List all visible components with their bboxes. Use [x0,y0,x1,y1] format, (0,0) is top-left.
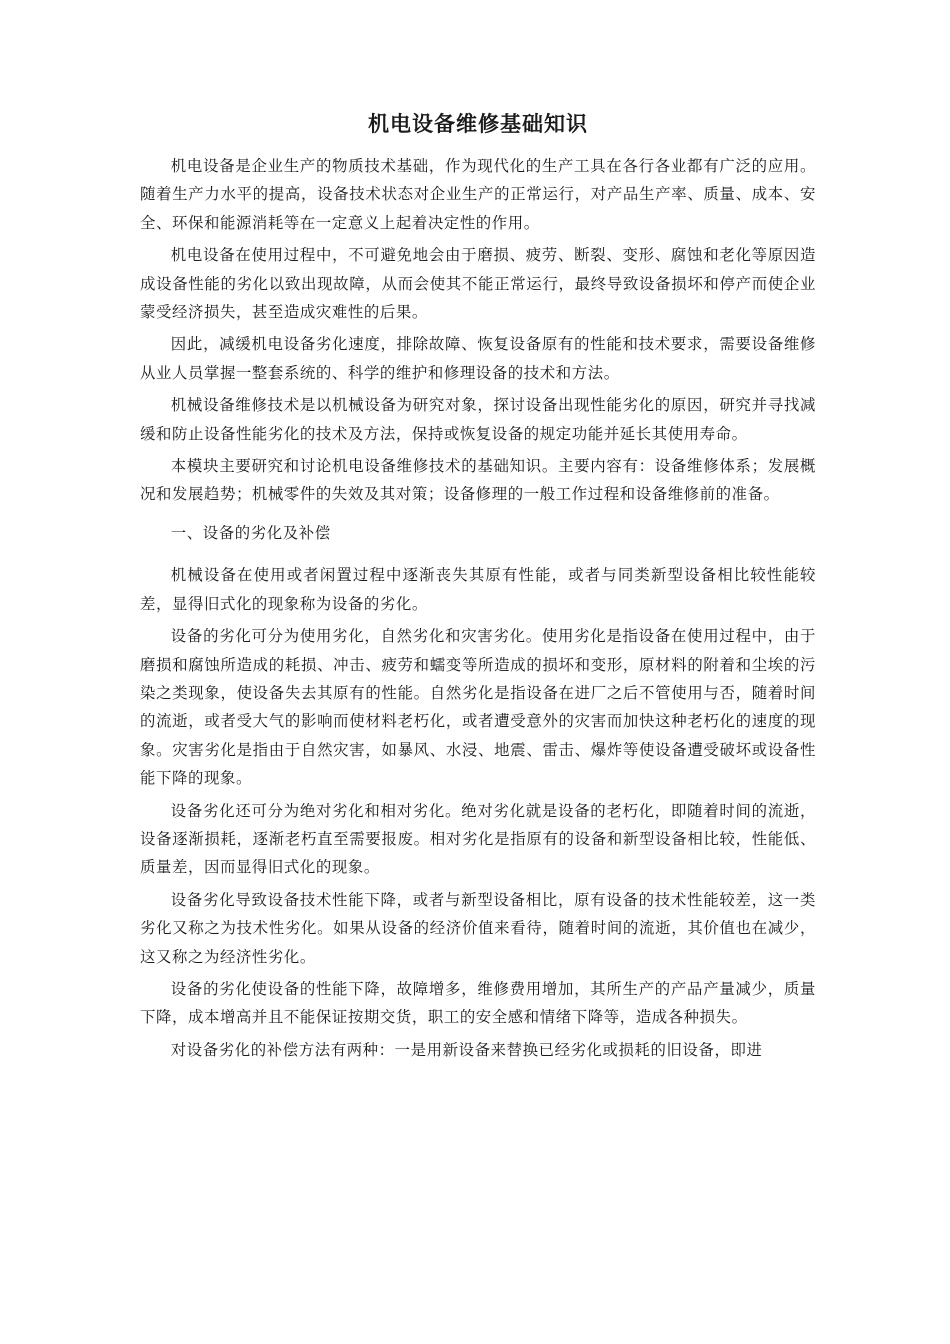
paragraph: 机械设备在使用或者闲置过程中逐渐丧失其原有性能，或者与同类新型设备相比较性能较差，显得旧式化的现象称为设备的劣化。 [140,566,816,613]
paragraph: 本模块主要研究和讨论机电设备维修技术的基础知识。主要内容有：设备维修体系；发展概况和发展趋势；机械零件的失效及其对策；设备修理的一般工作过程和设备维修前的准备。 [140,457,816,504]
paragraph: 设备劣化导致设备技术性能下降，或者与新型设备相比，原有设备的技术性能较差，这一类劣化又称之为技术性劣化。如果从设备的经济价值来看待，随着时间的流逝，其价值也在减少，这又称之为经济性劣化。 [140,890,816,966]
paragraph: 机电设备在使用过程中，不可避免地会由于磨损、疲劳、断裂、变形、腐蚀和老化等原因造成设备性能的劣化以致出现故障，从而会使其不能正常运行，最终导致设备损坏和停产而使企业蒙受经济损失，甚至造成灾难性的后果。 [140,246,816,322]
paragraph: 机电设备是企业生产的物质技术基础，作为现代化的生产工具在各行各业都有广泛的应用。随着生产力水平的提高，设备技术状态对企业生产的正常运行，对产品生产率、质量、成本、安全、环保和能源消耗等在一定意义上起着决定性的作用。 [140,157,816,232]
paragraph: 设备的劣化使设备的性能下降，故障增多，维修费用增加，其所生产的产品产量减少，质量下降，成本增高并且不能保证按期交货，职工的安全感和情绪下降等，造成各种损失。 [140,979,816,1027]
paragraph: 设备的劣化可分为使用劣化，自然劣化和灾害劣化。使用劣化是指设备在使用过程中，由于磨损和腐蚀所造成的耗损、冲击、疲劳和蠕变等所造成的损坏和变形，原材料的附着和尘埃的污染之类现象，使设备失去其原有的性能。自然劣化是指设备在进厂之后不管使用与否，随着时间的流逝，或者受大气的影响而使材料老朽化，或者遭受意外的灾害而加快这种老朽化的速度的现象。灾害劣化是指由于自然灾害，如暴风、水浸、地震、雷击、爆炸等使设备遭受破坏或设备性能下降的现象。 [140,627,816,788]
paragraph: 对设备劣化的补偿方法有两种：一是用新设备来替换已经劣化或损耗的旧设备，即进 [170,1040,763,1059]
paragraph: 机械设备维修技术是以机械设备为研究对象，探讨设备出现性能劣化的原因，研究并寻找减缓和防止设备性能劣化的技术及方法，保持或恢复设备的规定功能并延长其使用寿命。 [140,396,816,443]
document-title: 机电设备维修基础知识 [368,112,588,136]
document-page [140,108,816,1068]
paragraph: 设备劣化还可分为绝对劣化和相对劣化。绝对劣化就是设备的老朽化，即随着时间的流逝，设备逐渐损耗，逐渐老朽直至需要报废。相对劣化是指原有的设备和新型设备相比较，性能低、质量差，因而显得旧式化的现象。 [140,801,816,877]
section-heading: 一、设备的劣化及补偿 [170,523,331,542]
paragraph: 因此，减缓机电设备劣化速度，排除故障、恢复设备原有的性能和技术要求，需要设备维修从业人员掌握一整套系统的、科学的维护和修理设备的技术和方法。 [140,335,816,382]
